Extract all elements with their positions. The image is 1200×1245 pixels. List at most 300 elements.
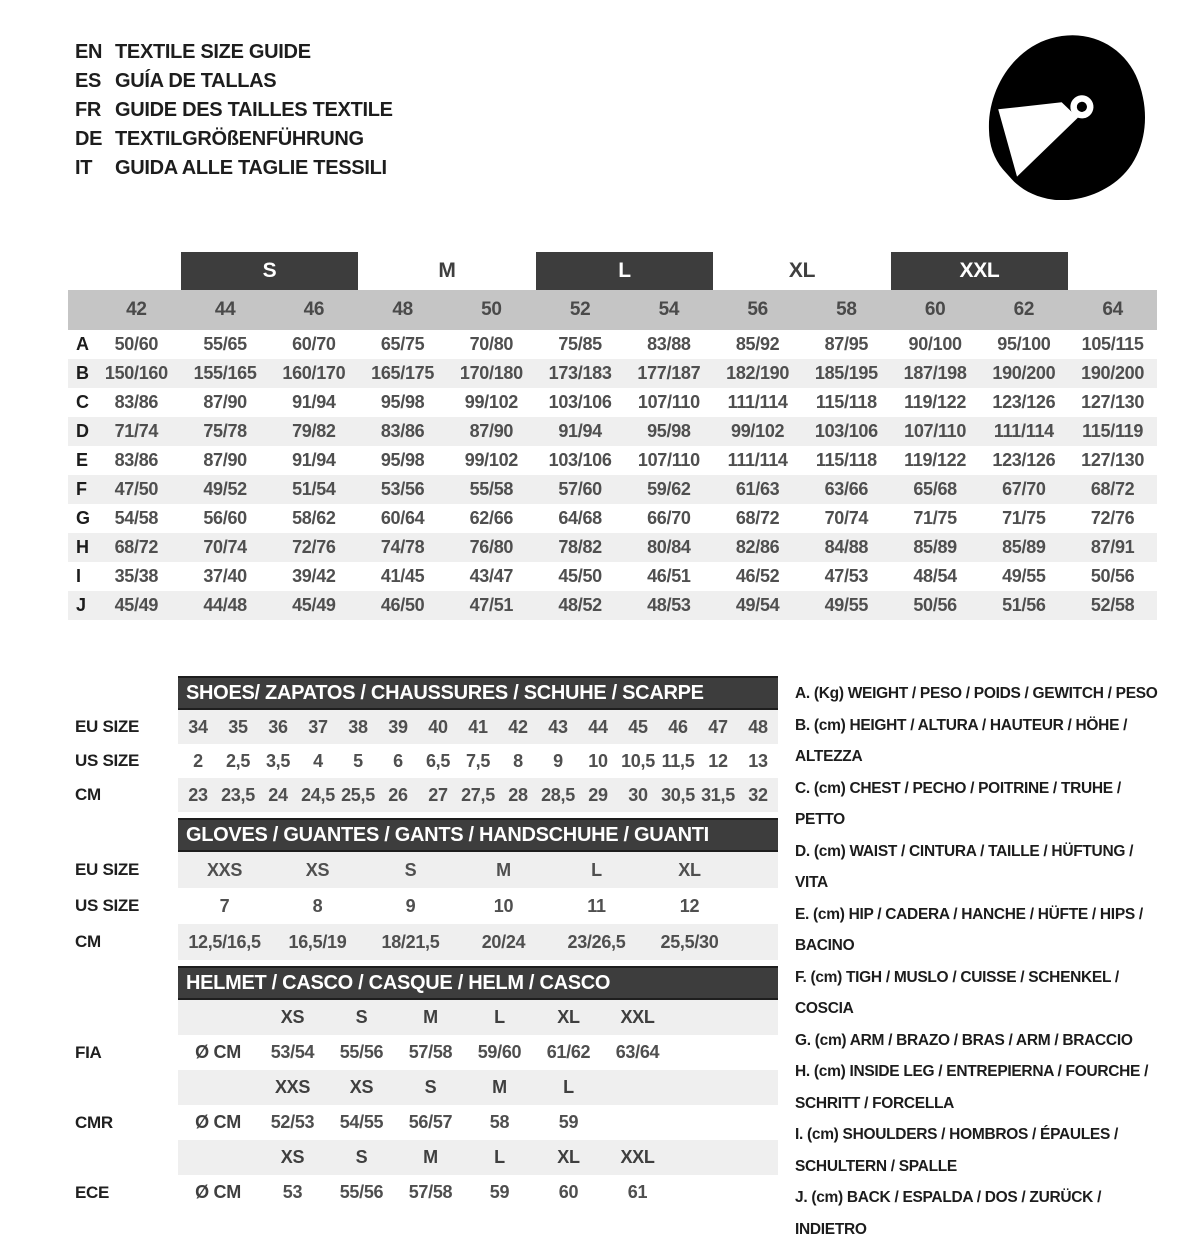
size-column-header: 50: [481, 299, 502, 320]
size-cell: 60/64: [380, 508, 425, 528]
size-cell: 111/114: [993, 421, 1054, 441]
unit-label: Ø CM: [195, 1182, 241, 1202]
table-cell: 11,5: [661, 750, 695, 771]
helmet-value-cell: 53/54: [270, 1042, 315, 1062]
helmet-size-cell: S: [355, 1147, 368, 1167]
helmet-size-cell: XL: [557, 1147, 580, 1167]
size-cell: 58/62: [292, 508, 336, 528]
size-cell: 71/75: [913, 508, 957, 528]
size-column-header: 42: [126, 299, 147, 320]
size-cell: 45/50: [558, 566, 602, 586]
size-cell: 66/70: [647, 508, 691, 528]
unit-label: Ø CM: [195, 1112, 241, 1132]
language-title: TEXTILE SIZE GUIDE: [115, 41, 311, 63]
size-table-row: [68, 446, 1157, 475]
table-cell: 6: [393, 750, 403, 771]
table-cell: 24,5: [301, 784, 335, 805]
size-cell: 83/86: [114, 392, 159, 412]
size-cell: 80/84: [647, 537, 691, 557]
row-label: G: [76, 508, 90, 528]
table-cell: 4: [313, 750, 323, 771]
size-cell: 83/88: [647, 334, 691, 354]
size-cell: 71/74: [114, 421, 159, 441]
row-label: H: [76, 537, 89, 557]
table-cell: 31,5: [701, 784, 735, 805]
table-cell: S: [404, 859, 417, 880]
size-cell: 103/106: [548, 392, 612, 412]
size-cell: 44/48: [203, 595, 247, 615]
size-cell: 107/110: [637, 450, 700, 470]
helmet-size-cell: M: [423, 1007, 438, 1027]
table-cell: M: [496, 859, 511, 880]
size-cell: 46/52: [735, 566, 780, 586]
size-table-row: [68, 533, 1157, 562]
table-cell: 12,5/16,5: [188, 931, 261, 952]
language-code: DE: [75, 128, 103, 150]
size-cell: 85/92: [735, 334, 780, 354]
size-column-header: 44: [214, 299, 236, 320]
table-cell: 27: [428, 784, 448, 805]
size-cell: 46/51: [647, 566, 691, 586]
table-cell: 2,5: [225, 750, 251, 771]
table-cell: 9: [553, 750, 563, 771]
size-cell: 65/75: [380, 334, 425, 354]
row-label: D: [76, 421, 89, 441]
table-cell: 23/26,5: [567, 931, 626, 952]
size-cell: 87/90: [469, 421, 514, 441]
size-cell: 60/70: [292, 334, 336, 354]
table-cell: 45: [628, 716, 648, 737]
helmet-value-cell: 57/58: [408, 1182, 453, 1202]
helmet-icon: [972, 28, 1157, 200]
helmet-standard-section: [75, 1070, 778, 1140]
size-cell: 115/118: [815, 450, 877, 470]
helmet-value-cell: 56/57: [408, 1112, 453, 1132]
size-cell: 75/85: [558, 334, 602, 354]
legend-item: F. (cm) TIGH / MUSLO / CUISSE / SCHENKEL / COSCIA: [795, 968, 1119, 1017]
size-cell: 165/175: [371, 363, 435, 383]
size-cell: 99/102: [730, 421, 785, 441]
size-cell: 87/90: [203, 450, 247, 470]
table-cell: XS: [305, 859, 330, 880]
size-cell: 91/94: [558, 421, 602, 441]
row-label: EU SIZE: [75, 717, 140, 736]
helmet-size-cell: XXS: [274, 1077, 311, 1097]
shoes-table-row: [75, 710, 778, 744]
helmet-value-cell: 61/62: [546, 1042, 591, 1062]
table-cell: 38: [348, 716, 368, 737]
table-cell: 39: [388, 716, 408, 737]
size-cell: 127/130: [1081, 450, 1145, 470]
legend-item: C. (cm) CHEST / PECHO / POITRINE / TRUHE / PETTO: [795, 779, 1121, 828]
language-header: [75, 38, 393, 183]
size-column-header: 56: [747, 299, 768, 320]
size-column-header: 62: [1013, 299, 1035, 320]
legend-item: G. (cm) ARM / BRAZO / BRAS / ARM / BRACCIO: [795, 1031, 1133, 1049]
legend-item: I. (cm) SHOULDERS / HOMBROS / ÉPAULES / SCHULTERN / SPALLE: [795, 1126, 1119, 1175]
helmet-size-cell: L: [494, 1007, 505, 1027]
helmet-value-row: [75, 1035, 778, 1070]
size-cell: 70/74: [824, 508, 869, 528]
size-cell: 68/72: [735, 508, 780, 528]
helmet-value-cell: 57/58: [408, 1042, 453, 1062]
size-cell: 84/88: [824, 537, 869, 557]
row-label: CM: [75, 785, 101, 804]
standard-label: ECE: [75, 1182, 110, 1202]
language-row: [75, 154, 393, 183]
size-cell: 115/119: [1082, 421, 1144, 441]
table-cell: 30: [628, 784, 648, 805]
helmet-size-cell: S: [355, 1007, 368, 1027]
size-cell: 39/42: [292, 566, 336, 586]
table-cell: 8: [312, 895, 323, 916]
size-cell: 57/60: [558, 479, 602, 499]
helmet-size-cell: XS: [280, 1147, 305, 1167]
size-cell: 50/56: [913, 595, 957, 615]
size-cell: 48/53: [647, 595, 691, 615]
helmet-size-header-row: [75, 1070, 778, 1105]
size-cell: 95/98: [380, 392, 425, 412]
language-row: [75, 96, 393, 125]
language-title: GUÍA DE TALLAS: [115, 70, 277, 92]
header-spacer: [68, 252, 181, 290]
table-cell: 37: [308, 716, 328, 737]
size-cell: 103/106: [814, 421, 878, 441]
size-cell: 49/52: [203, 479, 247, 499]
size-table-row: [68, 359, 1157, 388]
shoes-table-row: [75, 778, 778, 812]
helmet-size-cell: L: [563, 1077, 574, 1097]
size-group-label: XXL: [891, 252, 1069, 290]
size-cell: 173/183: [548, 363, 612, 383]
row-label: A: [76, 334, 89, 354]
helmet-value-cell: 54/55: [339, 1112, 384, 1132]
size-cell: 82/86: [735, 537, 780, 557]
row-label: B: [76, 363, 89, 383]
language-row: [75, 67, 393, 96]
size-cell: 62/66: [469, 508, 514, 528]
size-cell: 49/55: [824, 595, 869, 615]
size-cell: 50/56: [1090, 566, 1135, 586]
size-group-label: S: [181, 252, 359, 290]
table-cell: 9: [405, 895, 416, 916]
size-cell: 160/170: [282, 363, 346, 383]
size-cell: 49/55: [1002, 566, 1046, 586]
size-cell: 47/51: [469, 595, 514, 615]
table-cell: 48: [748, 716, 768, 737]
helmet-value-cell: 52/53: [270, 1112, 315, 1132]
size-cell: 103/106: [548, 450, 612, 470]
size-cell: 177/187: [637, 363, 701, 383]
table-cell: 2: [193, 750, 203, 771]
helmet-value-cell: 53: [282, 1182, 303, 1202]
size-cell: 95/98: [380, 450, 425, 470]
size-column-header-row: [68, 290, 1157, 330]
language-title: TEXTILGRÖßENFÜHRUNG: [115, 128, 364, 150]
row-label: F: [76, 479, 87, 499]
size-cell: 43/47: [469, 566, 514, 586]
helmet-size-cell: L: [494, 1147, 505, 1167]
size-table-row: [68, 388, 1157, 417]
size-cell: 61/63: [735, 479, 780, 499]
size-cell: 47/53: [824, 566, 869, 586]
size-column-header: 64: [1102, 299, 1123, 320]
legend-item: B. (cm) HEIGHT / ALTURA / HAUTEUR / HÖHE / ALTEZZA: [795, 716, 1128, 765]
size-cell: 37/40: [203, 566, 247, 586]
size-cell: 72/76: [292, 537, 336, 557]
legend-item: D. (cm) WAIST / CINTURA / TAILLE / HÜFTUNG / VITA: [795, 842, 1134, 891]
size-cell: 111/114: [727, 450, 788, 470]
language-title: GUIDE DES TAILLES TEXTILE: [115, 99, 393, 121]
table-cell: 32: [748, 784, 768, 805]
size-cell: 87/90: [203, 392, 247, 412]
table-cell: 18/21,5: [381, 931, 440, 952]
size-cell: 111/114: [727, 392, 788, 412]
size-cell: 76/80: [469, 537, 514, 557]
size-cell: 155/165: [193, 363, 257, 383]
table-cell: 25,5/30: [660, 931, 719, 952]
size-cell: 115/118: [815, 392, 877, 412]
table-cell: 24: [268, 784, 288, 805]
helmet-value-cell: 61: [627, 1182, 648, 1202]
size-cell: 51/56: [1002, 595, 1046, 615]
row-label: US SIZE: [75, 896, 140, 915]
gloves-table-title: GLOVES / GUANTES / GANTS / HANDSCHUHE / GUANTI: [178, 818, 778, 852]
helmet-value-cell: 58: [489, 1112, 510, 1132]
size-column-header: 54: [658, 299, 680, 320]
size-table-row: [68, 475, 1157, 504]
table-cell: 20/24: [481, 931, 526, 952]
size-cell: 119/122: [904, 392, 967, 412]
legend-item: A. (Kg) WEIGHT / PESO / POIDS / GEWITCH / PESO: [795, 685, 1158, 702]
size-cell: 78/82: [558, 537, 602, 557]
size-cell: 59/62: [647, 479, 691, 499]
size-cell: 51/54: [292, 479, 336, 499]
helmet-size-cell: XL: [557, 1007, 580, 1027]
row-label: I: [76, 566, 81, 586]
size-cell: 85/89: [1002, 537, 1046, 557]
table-cell: 25,5: [341, 784, 375, 805]
size-group-label: XL: [788, 259, 816, 282]
table-cell: 11: [587, 895, 606, 916]
size-cell: 83/86: [114, 450, 159, 470]
size-table-row: [68, 562, 1157, 591]
size-cell: 182/190: [726, 363, 790, 383]
size-cell: 50/60: [114, 334, 159, 354]
size-cell: 41/45: [380, 566, 425, 586]
table-cell: 27,5: [461, 784, 495, 805]
helmet-value-cell: 63/64: [615, 1042, 660, 1062]
size-cell: 35/38: [114, 566, 159, 586]
table-cell: 42: [508, 716, 528, 737]
helmet-size-cell: M: [423, 1147, 438, 1167]
table-cell: 10: [493, 895, 514, 916]
size-cell: 150/160: [104, 363, 168, 383]
table-cell: 12: [679, 895, 700, 916]
size-cell: 95/100: [997, 334, 1051, 354]
shoes-table-title: SHOES/ ZAPATOS / CHAUSSURES / SCHUHE / SCARPE: [178, 676, 778, 710]
table-cell: 7: [219, 895, 230, 916]
helmet-value-row: [75, 1175, 778, 1210]
size-table-body: [68, 330, 1157, 620]
table-cell: 29: [588, 784, 608, 805]
helmet-size-header-row: [75, 1000, 778, 1035]
size-cell: 87/91: [1090, 537, 1135, 557]
size-cell: 55/58: [469, 479, 514, 499]
standard-label: CMR: [75, 1112, 113, 1132]
table-cell: 34: [188, 716, 208, 737]
gloves-table-row: [75, 852, 778, 888]
size-cell: 64/68: [558, 508, 602, 528]
table-cell: L: [591, 859, 602, 880]
size-cell: 67/70: [1002, 479, 1046, 499]
table-cell: 35: [228, 716, 248, 737]
size-cell: 83/86: [380, 421, 425, 441]
size-cell: 187/198: [903, 363, 967, 383]
size-cell: 85/89: [913, 537, 957, 557]
size-cell: 47/50: [114, 479, 159, 499]
size-column-header: 58: [836, 299, 857, 320]
size-table-row: [68, 330, 1157, 359]
size-cell: 75/78: [203, 421, 247, 441]
helmet-table-title: HELMET / CASCO / CASQUE / HELM / CASCO: [178, 966, 778, 1000]
helmet-size-cell: XS: [349, 1077, 374, 1097]
measurement-legend: [795, 678, 1167, 1245]
size-cell: 55/65: [203, 334, 247, 354]
spacer: [75, 1000, 178, 1035]
size-cell: 49/54: [735, 595, 780, 615]
size-cell: 190/200: [1081, 363, 1145, 383]
size-cell: 91/94: [292, 392, 336, 412]
table-cell: 30,5: [661, 784, 695, 805]
size-table-row: [68, 504, 1157, 533]
helmet-size-cell: M: [492, 1077, 507, 1097]
table-cell: 28,5: [541, 784, 575, 805]
size-cell: 53/56: [380, 479, 425, 499]
size-cell: 65/68: [913, 479, 957, 499]
helmet-value-row: [75, 1105, 778, 1140]
language-row: [75, 125, 393, 154]
table-cell: 41: [468, 716, 488, 737]
shoes-table-row: [75, 744, 778, 778]
language-code: EN: [75, 41, 103, 63]
size-cell: 105/115: [1081, 334, 1144, 354]
helmet-standard-section: [75, 1000, 778, 1070]
language-row: [75, 38, 393, 67]
size-cell: 95/98: [647, 421, 691, 441]
table-cell: 7,5: [465, 750, 491, 771]
language-code: FR: [75, 99, 102, 121]
size-cell: 185/195: [814, 363, 878, 383]
size-group-header-row: [68, 252, 1157, 290]
row-label: C: [76, 392, 89, 412]
size-cell: 123/126: [992, 392, 1056, 412]
helmet-value-cell: 55/56: [339, 1042, 384, 1062]
table-cell: 3,5: [265, 750, 291, 771]
legend-item: E. (cm) HIP / CADERA / HANCHE / HÜFTE / HIPS / BACINO: [795, 905, 1143, 954]
table-cell: 23,5: [221, 784, 255, 805]
table-cell: XL: [678, 859, 701, 880]
size-column-header: 60: [924, 299, 946, 320]
size-cell: 107/110: [637, 392, 700, 412]
shoes-table: [75, 676, 778, 812]
row-label: CM: [75, 932, 101, 951]
size-cell: 99/102: [464, 392, 518, 412]
size-cell: 45/49: [292, 595, 336, 615]
size-cell: 90/100: [908, 334, 962, 354]
size-cell: 99/102: [464, 450, 518, 470]
size-cell: 170/180: [459, 363, 523, 383]
table-cell: 10: [588, 750, 608, 771]
size-cell: 70/80: [469, 334, 514, 354]
size-cell: 52/58: [1090, 595, 1135, 615]
table-cell: 36: [268, 716, 288, 737]
size-group-label: L: [536, 252, 714, 290]
language-code: ES: [75, 70, 102, 92]
row-label: EU SIZE: [75, 860, 140, 879]
helmet-size-cell: XS: [280, 1007, 305, 1027]
table-cell: 13: [748, 750, 768, 771]
table-cell: 16,5/19: [288, 931, 347, 952]
helmet-value-cell: 59: [558, 1112, 579, 1132]
size-cell: 63/66: [824, 479, 869, 499]
language-title: GUIDA ALLE TAGLIE TESSILI: [115, 157, 387, 179]
unit-label: Ø CM: [195, 1042, 241, 1062]
table-cell: 5: [353, 750, 363, 771]
legend-item: J. (cm) BACK / ESPALDA / DOS / ZURÜCK / INDIETRO: [795, 1189, 1102, 1238]
language-code: IT: [75, 157, 93, 179]
size-cell: 74/78: [380, 537, 425, 557]
row-label: US SIZE: [75, 751, 140, 770]
table-cell: 8: [513, 750, 523, 771]
helmet-size-cell: XXL: [620, 1007, 655, 1027]
helmet-value-cell: 60: [558, 1182, 579, 1202]
table-cell: 43: [548, 716, 568, 737]
size-cell: 87/95: [824, 334, 869, 354]
size-cell: 71/75: [1002, 508, 1046, 528]
gloves-table: [75, 818, 778, 960]
size-cell: 48/52: [558, 595, 602, 615]
size-cell: 48/54: [913, 566, 957, 586]
table-cell: 26: [388, 784, 408, 805]
table-cell: 28: [508, 784, 528, 805]
accessory-tables: [75, 676, 778, 1216]
table-cell: XXS: [206, 859, 243, 880]
size-group-label: M: [438, 259, 456, 282]
table-cell: 47: [708, 716, 728, 737]
helmet-size-cell: XXL: [620, 1147, 655, 1167]
size-cell: 46/50: [380, 595, 425, 615]
size-column-header: 48: [392, 299, 413, 320]
size-cell: 72/76: [1090, 508, 1135, 528]
size-cell: 127/130: [1081, 392, 1145, 412]
helmet-size-header-row: [75, 1140, 778, 1175]
table-cell: 23: [188, 784, 208, 805]
size-column-header: 52: [569, 299, 591, 320]
table-cell: 12: [708, 750, 728, 771]
helmet-size-cell: S: [424, 1077, 437, 1097]
size-cell: 107/110: [904, 421, 967, 441]
table-cell: 6,5: [425, 750, 451, 771]
size-table-row: [68, 591, 1157, 620]
size-cell: 70/74: [203, 537, 247, 557]
size-cell: 45/49: [114, 595, 159, 615]
helmet-table: [75, 966, 778, 1210]
helmet-value-cell: 59/60: [477, 1042, 522, 1062]
helmet-value-cell: 55/56: [339, 1182, 384, 1202]
textile-size-chart: [68, 252, 1157, 620]
legend-item: H. (cm) INSIDE LEG / ENTREPIERNA / FOURCHE / SCHRITT / FORCELLA: [795, 1063, 1149, 1112]
